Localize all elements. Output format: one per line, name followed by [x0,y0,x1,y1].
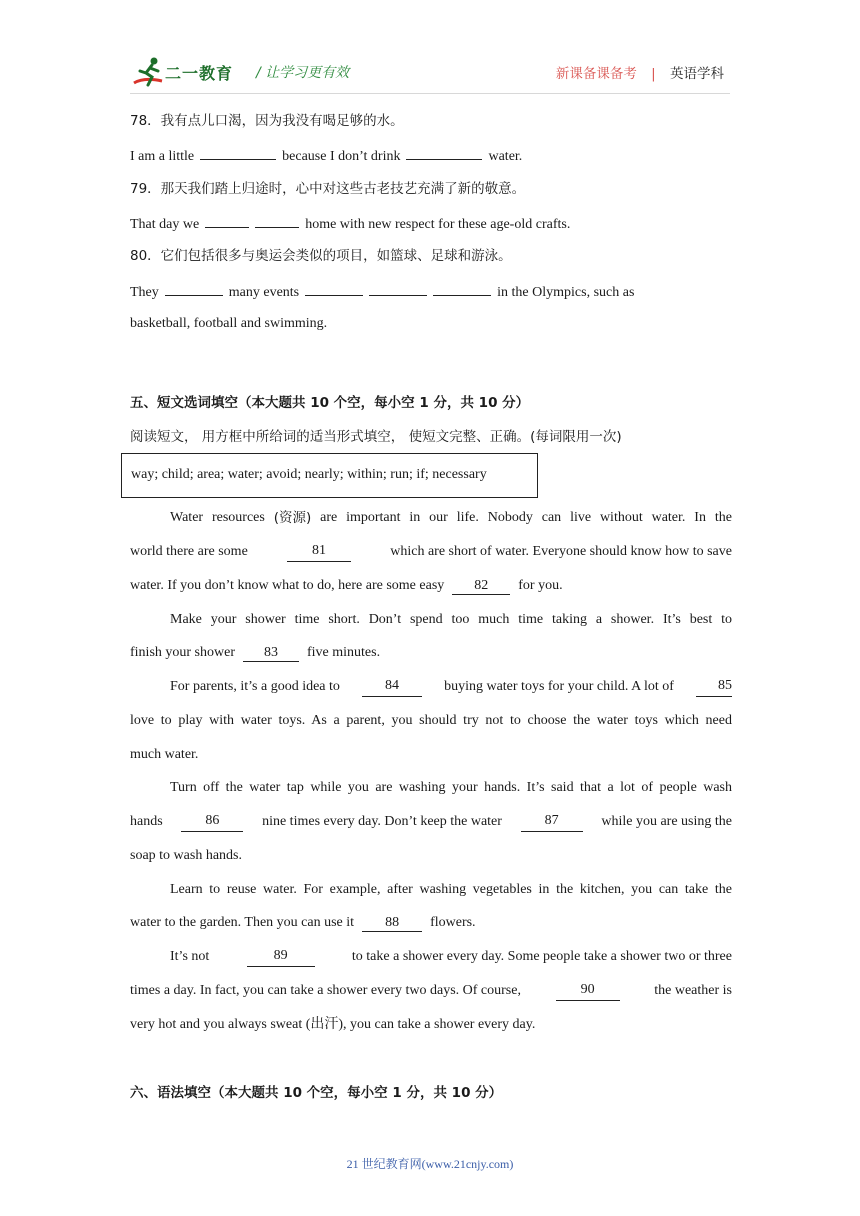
text: which are short of water. Everyone should know how to save [390,544,732,559]
text: five minutes. [307,645,381,660]
answer-blank[interactable] [165,281,223,296]
blank-85[interactable]: 85 [696,677,732,697]
word: time [518,612,544,627]
p5-line1: Learn to reuse water. For example, after washing vegetables in the kitchen, you can take the [170,882,732,897]
header-subject: 英语学科 [670,66,724,82]
header-tagline: 新课备课备考 [555,66,637,82]
answer-blank[interactable] [433,281,491,296]
q80-text-b: many events [228,285,300,300]
q78-text-c: water. [488,149,523,164]
text: hands [130,814,163,829]
word: to [721,612,732,627]
logo [132,55,252,91]
word: shower [245,612,286,627]
p3-line1 [170,677,732,697]
p6-line3: very hot and you always sweat (出汗), you can take a shower every day. [130,1017,536,1032]
answer-blank[interactable] [205,213,249,228]
word: live [570,510,592,525]
text: It’s not [170,949,210,964]
blank-83[interactable]: 83 [243,644,299,662]
p1-line1 [170,508,732,528]
p2-line2 [130,643,380,663]
q79-chinese: 79．那天我们踏上归途时，心中对这些古老技艺充满了新的敬意。 [130,181,526,197]
answer-blank[interactable] [369,281,427,296]
q79-text-a: That day we [130,217,200,232]
section5-title: 五、短文选词填空（本大题共 10 个空，每小空 1 分，共 10 分） [130,395,530,411]
p1-line2 [130,542,732,562]
word: the [714,510,732,525]
q78-text-a: I am a little [130,149,195,164]
q78-chinese: 78．我有点儿口渴，因为我没有喝足够的水。 [130,113,404,129]
word: Water [170,510,204,525]
word: best [689,612,713,627]
p5-line2 [130,913,476,933]
word: without [599,510,643,525]
blank-81[interactable]: 81 [287,542,351,562]
q80-english-cont: basketball, football and swimming. [130,316,328,331]
text: flowers. [430,915,476,930]
q80-text-c: in the Olympics, such as [497,285,635,300]
word: your [210,612,237,627]
section5-instruction: 阅读短文， 用方框中所给词的适当形式填空， 使短文完整、正确。(每词限用一次) [130,429,622,445]
word: Make [170,612,202,627]
section6-title: 六、语法填空（本大题共 10 个空，每小空 1 分，共 10 分） [130,1085,503,1101]
word: short. [328,612,360,627]
text: buying water toys for your child. A lot of [444,679,674,694]
slogan: / 让学习更有效 [256,65,350,81]
word: can [541,510,562,525]
text: world there are some [130,544,248,559]
q78-text-b: because I don’t drink [282,149,401,164]
word: are [320,510,338,525]
blank-88[interactable]: 88 [362,914,422,932]
p4-line3: soap to wash hands. [130,848,242,863]
word: In [694,510,706,525]
text: to take a shower every day. Some people take a shower two or three [351,949,732,964]
word: life. [456,510,479,525]
header-rule [130,93,730,94]
p6-line1 [170,947,732,967]
p3-line2: love to play with water toys. As a parent, you should try not to choose the water toys which need [130,713,732,728]
p2-line1 [170,610,732,630]
blank-82[interactable]: 82 [452,577,510,595]
logo-text: 二一教育 [165,64,234,83]
blank-87[interactable]: 87 [521,812,583,832]
p4-line1: Turn off the water tap while you are washing your hands. It’s said that a lot of people wash [170,780,732,795]
word: shower. [610,612,655,627]
word: Nobody [487,510,533,525]
q78-english [130,145,522,167]
word: important [346,510,401,525]
p3-line3: much water. [130,747,199,762]
answer-blank[interactable] [406,145,482,160]
word: time [294,612,320,627]
text: water. If you don’t know what to do, here are some easy [130,578,445,593]
answer-blank[interactable] [255,213,299,228]
page-footer: 21 世纪教育网(www.21cnjy.com) [346,1157,514,1171]
word: Don’t [368,612,402,627]
word: a [595,612,603,627]
blank-89[interactable]: 89 [247,947,315,967]
word: too [451,612,470,627]
word: resources [211,510,265,525]
word-box [121,453,538,498]
answer-blank[interactable] [305,281,363,296]
word: It’s [662,612,681,627]
word: spend [409,612,443,627]
text: the weather is [654,983,732,998]
word: much [478,612,510,627]
word: taking [551,612,587,627]
header-right [556,62,724,82]
word: our [429,510,448,525]
text: For parents, it’s a good idea to [170,679,340,694]
page-header [0,0,860,96]
blank-86[interactable]: 86 [181,812,243,832]
answer-blank[interactable] [200,145,276,160]
text: nine times every day. Don’t keep the water [262,814,502,829]
q80-chinese: 80．它们包括很多与奥运会类似的项目，如篮球、足球和游泳。 [130,248,512,264]
blank-84[interactable]: 84 [362,677,422,697]
q79-text-b: home with new respect for these age-old crafts. [305,217,571,232]
word: in [409,510,421,525]
q79-english [130,213,570,235]
header-separator: | [651,66,656,82]
p6-line2 [130,981,732,1001]
word-box-text: way; child; area; water; avoid; nearly; within; run; if; necessary [131,467,487,482]
q80-text-a: They [130,285,159,300]
text: finish your shower [130,645,235,660]
word: water. [651,510,686,525]
text: for you. [518,578,563,593]
text: while you are using the [601,814,732,829]
text: water to the garden. Then you can use it [130,915,355,930]
q80-english [130,281,634,303]
runner-logo-icon [132,55,166,89]
word: (资源) [273,510,312,526]
p4-line2 [130,812,732,832]
blank-90[interactable]: 90 [556,981,620,1001]
p1-line3 [130,576,563,596]
text: times a day. In fact, you can take a shower every two days. Of course, [130,983,521,998]
